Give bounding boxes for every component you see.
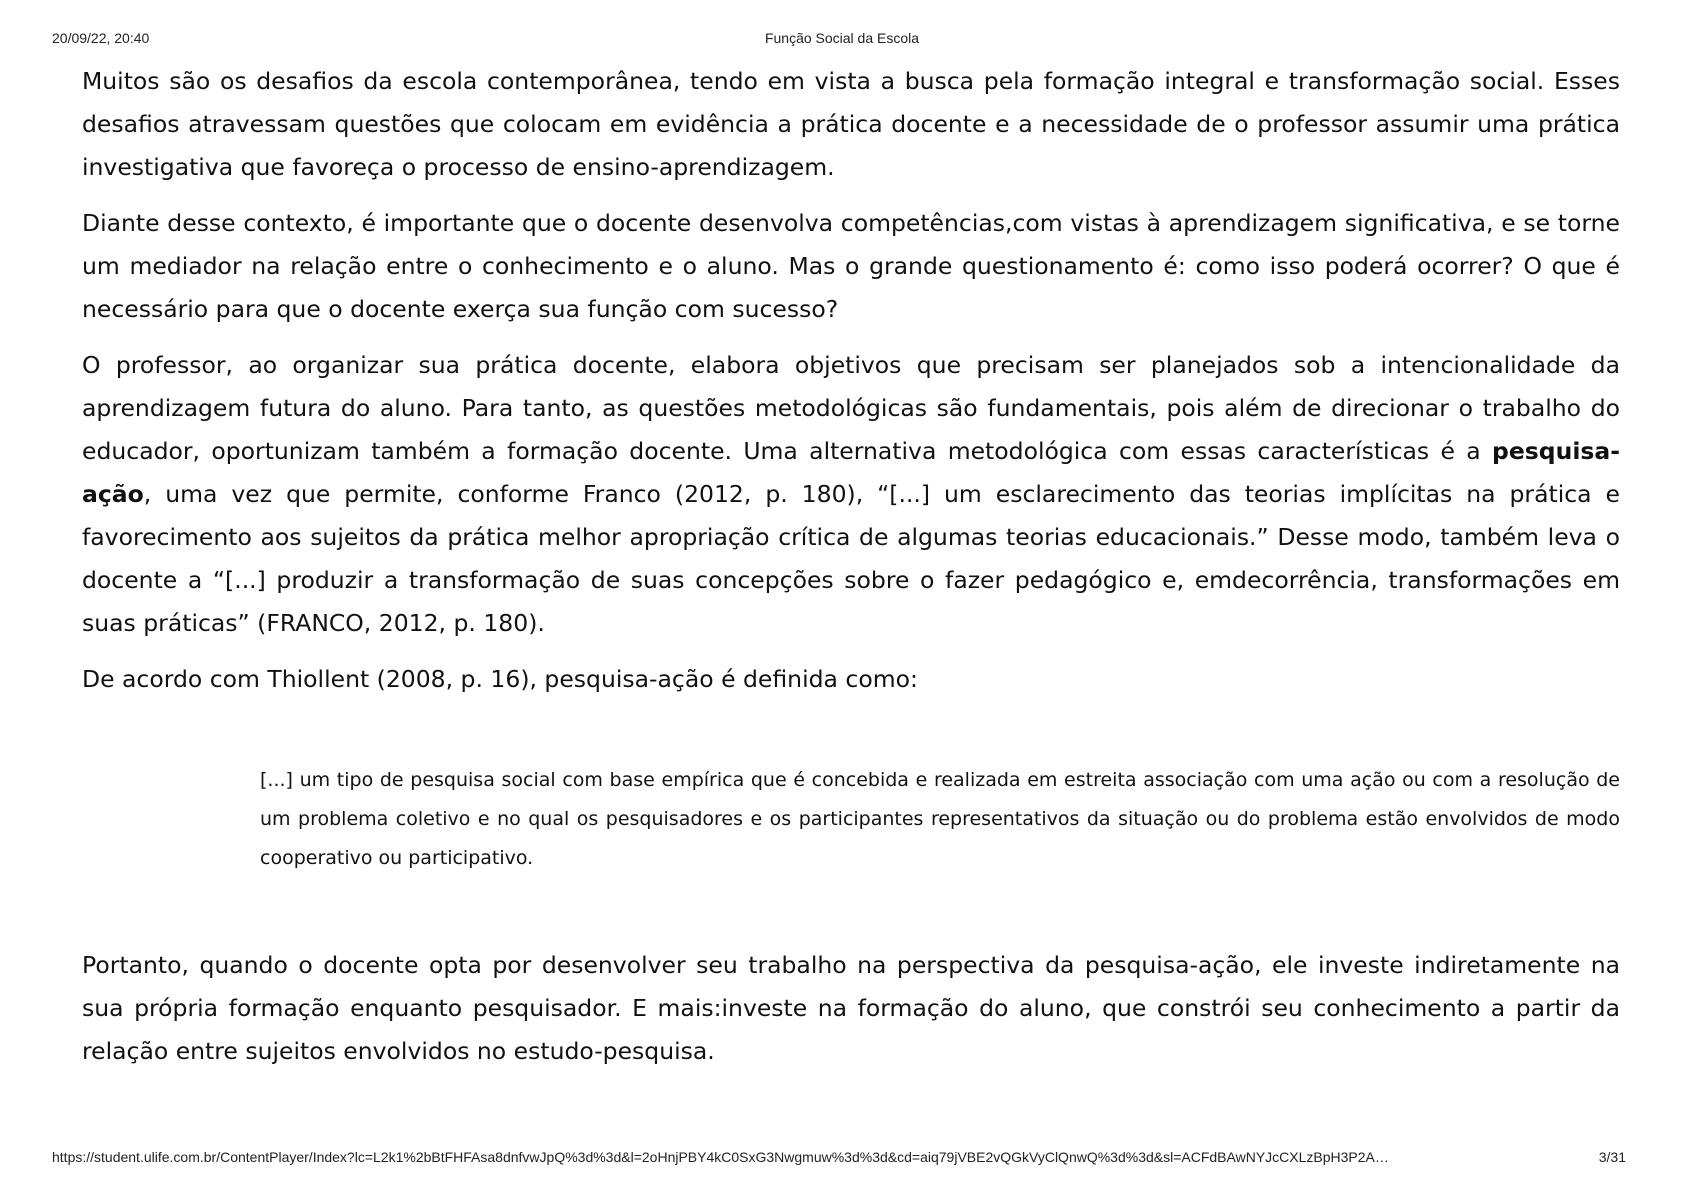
block-quote: [...] um tipo de pesquisa social com base empírica que é concebida e realizada em estreita associação com uma ação ou com a resolução de um problema coletivo e no qual os pesquisadores e os participantes representativos da situação ou do problema estão envolvidos de modo cooperativo ou participativo. — [260, 769, 1620, 869]
page-url: https://student.ulife.com.br/ContentPlayer/Index?lc=L2k1%2bBtFHFAsa8dnfvwJpQ%3d%3d&l=2oHnjPBY4kC0SxG3Nwgmuw%3d%3d&cd=aiq79jVBE2vQGkVyClQnwQ%3d%3d&sl=ACFdBAwNYJcCXLzBpH3P2A… — [52, 1149, 1389, 1165]
paragraph-2: Diante desse contexto, é importante que o docente desenvolva competências,com vistas à aprendizagem significativa, e se torne um mediador na relação entre o conhecimento e o aluno. Mas o grande questionamento é: como isso poderá ocorrer? O que é necessário para que o docente exerça sua função com sucesso? — [82, 209, 1620, 323]
document-body — [82, 60, 1620, 1086]
page-number: 3/31 — [1598, 1149, 1626, 1165]
document-title: Função Social da Escola — [764, 30, 920, 46]
emphasis-pesquisa-acao: pesquisa-ação — [82, 437, 1620, 508]
paragraph-3-text-end: , uma vez que permite, conforme Franco (2012, p. 180), “[...] um esclarecimento das teorias implícitas na prática e favorecimento aos sujeitos da prática melhor apropriação crítica de algumas teorias educacionais.” Desse modo, também leva o docente a “[...] produzir a transformação de suas concepções sobre o fazer pedagógico e, emdecorrência, transformações em suas práticas” (FRANCO, 2012, p. 180). — [82, 480, 1620, 637]
print-footer — [52, 1149, 1632, 1169]
paragraph-3-text-start: O professor, ao organizar sua prática docente, elabora objetivos que precisam ser planejados sob a intencionalidade da aprendizagem futura do aluno. Para tanto, as questões metodológicas são fundamentais, pois além de direcionar o trabalho do educador, oportunizam também a formação docente. Uma alternativa metodológica com essas características é a — [82, 351, 1620, 465]
paragraph-4: De acordo com Thiollent (2008, p. 16), pesquisa-ação é definida como: — [82, 665, 918, 693]
print-datetime: 20/09/22, 20:40 — [52, 30, 150, 46]
paragraph-5: Portanto, quando o docente opta por desenvolver seu trabalho na perspectiva da pesquisa-ação, ele investe indiretamente na sua própria formação enquanto pesquisador. E mais:investe na formação do aluno, que constrói seu conhecimento a partir da relação entre sujeitos envolvidos no estudo-pesquisa. — [82, 951, 1620, 1065]
print-header — [52, 30, 1632, 50]
paragraph-3 — [82, 344, 1620, 645]
paragraph-1: Muitos são os desafios da escola contemporânea, tendo em vista a busca pela formação integral e transformação social. Esses desafios atravessam questões que colocam em evidência a prática docente e a necessidade de o professor assumir uma prática investigativa que favoreça o processo de ensino-aprendizagem. — [82, 67, 1620, 181]
